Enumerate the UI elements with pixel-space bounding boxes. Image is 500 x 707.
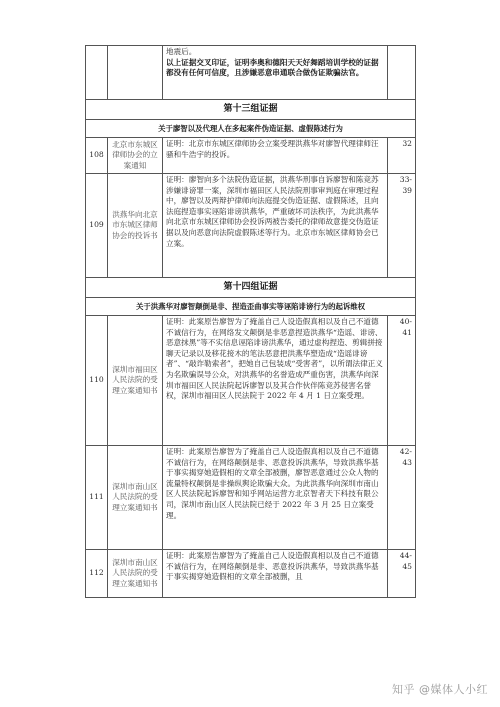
evidence-number: 111 — [86, 446, 108, 550]
evidence-name: 洪燕华向北京市东城区律师协会的投诉书 — [108, 174, 163, 278]
evidence-number: 112 — [86, 550, 108, 598]
table-row — [86, 174, 416, 278]
evidence-name: 深圳市南山区人民法院的受理立案通知书 — [108, 446, 163, 550]
evidence-description: 证明：北京市东城区律师协会立案受理洪燕华对廖智代理律师汪骚和牛浩宇的投诉。 — [163, 138, 388, 174]
group-subtitle-row — [86, 120, 416, 138]
evidence-number: 108 — [86, 138, 108, 174]
evidence-number: 110 — [86, 316, 108, 446]
evidence-table — [85, 45, 416, 598]
table-row — [86, 550, 416, 598]
evidence-pages: 33-39 — [388, 174, 416, 278]
table-row — [86, 316, 416, 446]
group-title: 第十四组证据 — [86, 278, 416, 298]
group-title: 第十三组证据 — [86, 100, 416, 120]
evidence-description: 证明：廖智向多个法院伪造证据，洪燕华刑事自诉廖智和陈竞苏涉嫌诽谤罪一案，深圳市福田区人民法院刑事审判庭在审理过程中，廖智以及两辩护律师向法庭提交伪造证据、虚假陈述，且向法庭捏造事实诬陷诽谤洪燕华，严重破坏司法秩序，为此洪燕华向北京市东城区律师协会投诉两被告委托的律师故意提交伪造证据以及向恶意向法院虚假陈述等行为。北京市东城区律师协会已立案。 — [163, 174, 388, 278]
evidence-pages: 44-45 — [388, 550, 416, 598]
group-subtitle-row — [86, 298, 416, 316]
conclusion-text: 以上证据交叉印证，证明李奥和德阳天天好舞蹈培训学校的证据都没有任何可信度，且涉嫌恶意串通联合做伪证欺骗法官。 — [166, 57, 379, 78]
group-title-row — [86, 278, 416, 298]
group-subtitle: 关于洪燕华对廖智颠倒是非、捏造歪曲事实等诬陷诽谤行为的起诉维权 — [86, 298, 416, 316]
evidence-pages: 40-41 — [388, 316, 416, 446]
evidence-name: 深圳市南山区人民法院的受理立案通知书 — [108, 550, 163, 598]
watermark: 知乎 @媒体人小红 — [392, 683, 488, 696]
evidence-name: 深圳市福田区人民法院的受理立案通知书 — [108, 316, 163, 446]
evidence-description: 证明：此案原告廖智为了掩盖自己人设造假真相以及自己不道德不诚信行为，在网络发文颠倒是非恶意捏造洪燕华“造谣、诽谤、恶意抹黑”等不实信息诬陷诽谤洪燕华，通过虚构捏造、剪辑拼接聊天记录以及移花接木的笔法恶意把洪燕华塑造成“造谣诽谤者”、“敲诈勒索者”，把她自己包装成“受害者”，以所谓法律正义为名欺骗误导公众，对洪燕华的名誉造成严重伤害，洪燕华向深圳市福田区人民法院起诉廖智以及其合作伙伴陈竞苏侵害名誉权，深圳市福田区人民法院于 2022 年 4 月 1 日立案受理。 — [163, 316, 388, 446]
table-row — [86, 46, 416, 100]
group-subtitle: 关于廖智以及代理人在多起案件伪造证据、虚假陈述行为 — [86, 120, 416, 138]
table-row — [86, 446, 416, 550]
evidence-pages: 42-43 — [388, 446, 416, 550]
evidence-description — [163, 46, 388, 100]
evidence-number: 109 — [86, 174, 108, 278]
table-row — [86, 138, 416, 174]
evidence-description: 证明：此案原告廖智为了掩盖自己人设造假真相以及自己不道德不诚信行为，在网络颠倒是非、恶意投诉洪燕华，导致洪燕华基于事实揭穿她造假相的文章全部被删，且 — [163, 550, 388, 598]
evidence-description: 证明：此案原告廖智为了掩盖自己人设造假真相以及自己不道德不诚信行为，在网络颠倒是非、恶意投诉洪燕华，导致洪燕华基于事实揭穿她造假相的文章全部被删，廖智恶意通过公众人物的流量特权颠倒是非操纵舆论欺骗大众。为此洪燕华向深圳市南山区人民法院起诉廖智和知乎网站运营方北京智者天下科技有限公司，深圳市南山区人民法院已经于 2022 年 3 月 25 日立案受理。 — [163, 446, 388, 550]
evidence-pages: 32 — [388, 138, 416, 174]
continued-text: 地震后。 — [166, 47, 197, 56]
evidence-name: 北京市东城区律师协会的立案通知 — [108, 138, 163, 174]
group-title-row — [86, 100, 416, 120]
